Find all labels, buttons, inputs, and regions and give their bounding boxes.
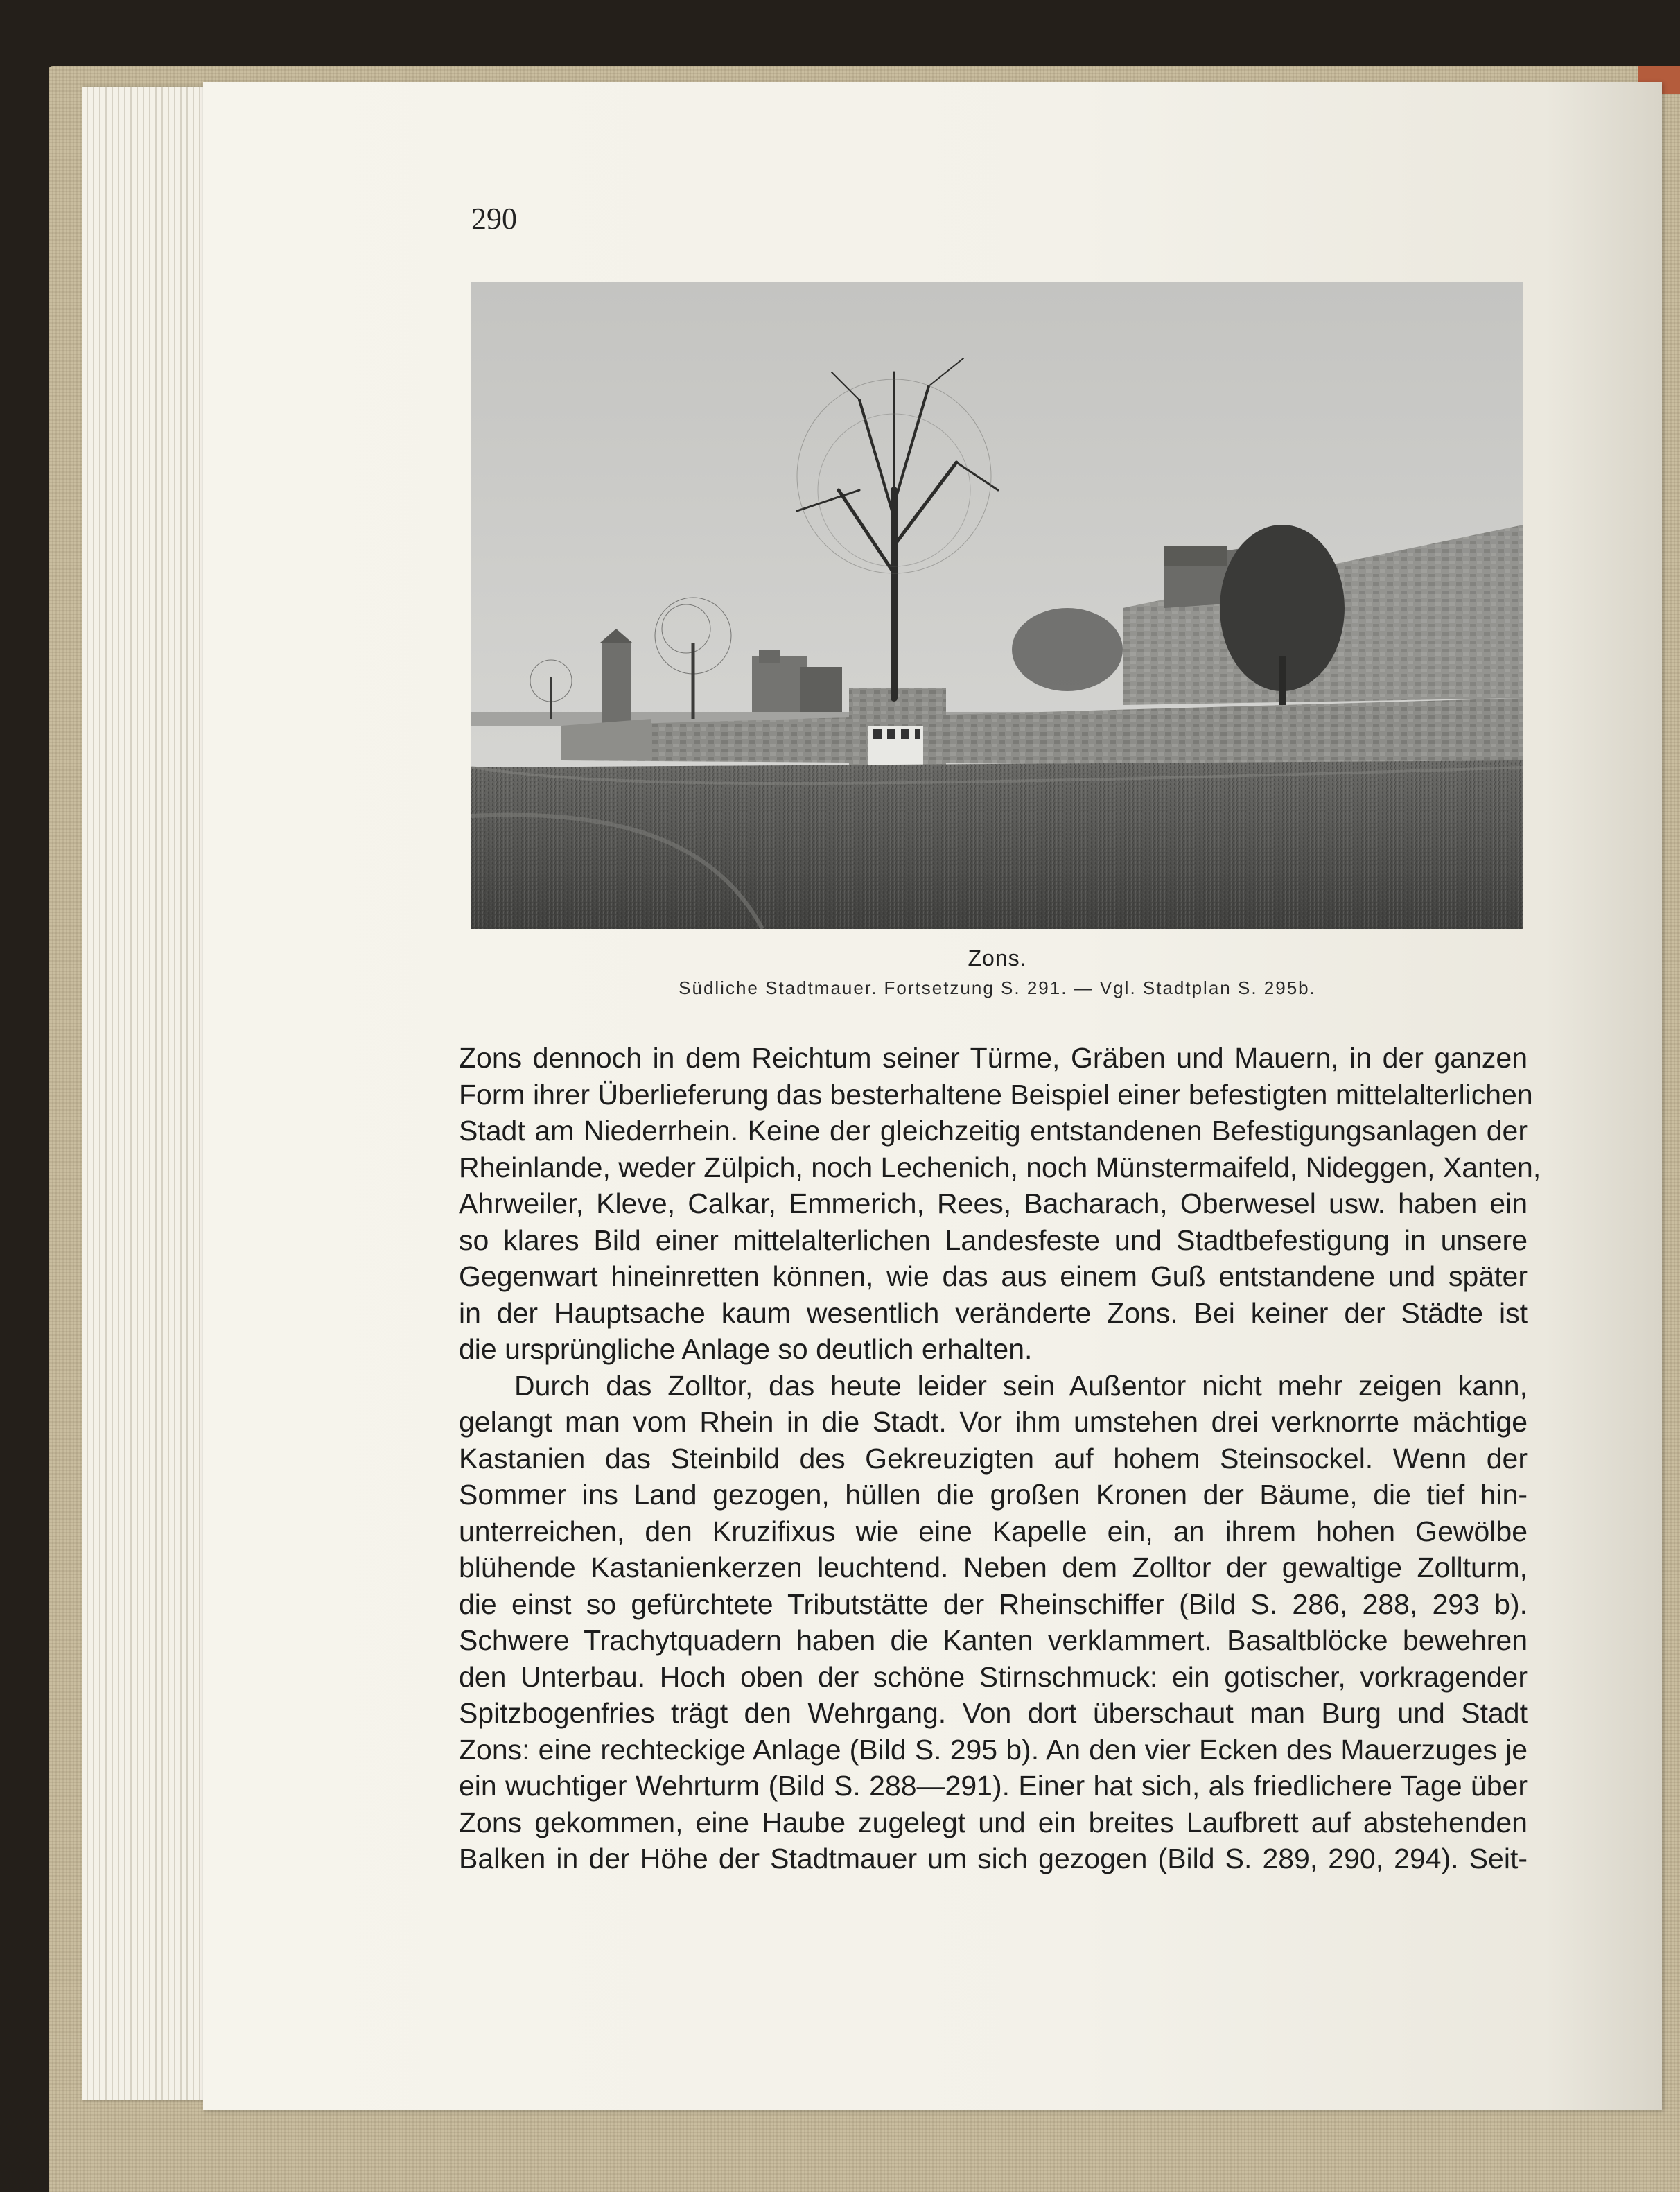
text-line: Balken in der Höhe der Stadtmauer um sich gezogen (Bild S. 289, 290, 294). Seit-: [459, 1843, 1528, 1874]
text-line: Zons dennoch in dem Reichtum seiner Türme, Gräben und Mauern, in der ganzen: [459, 1042, 1528, 1074]
text-line: Rheinlande, weder Zülpich, noch Lechenich, noch Münstermaifeld, Nideggen, Xanten,: [459, 1151, 1541, 1183]
body-text: [459, 1040, 1541, 1877]
text-line: Sommer ins Land gezogen, hüllen die großen Kronen der Bäume, die tief hin-: [459, 1479, 1528, 1511]
photo-zons-city-wall: [471, 282, 1523, 929]
text-line: Ahrweiler, Kleve, Calkar, Emmerich, Rees, Bacharach, Oberwesel usw. haben ein: [459, 1188, 1528, 1219]
text-line: den Unterbau. Hoch oben der schöne Stirnschmuck: ein gotischer, vorkragender: [459, 1660, 1528, 1693]
caption-title: Zons.: [968, 946, 1027, 971]
trees-middle: [1012, 608, 1123, 691]
left-tower: [600, 629, 632, 724]
text-line: ein wuchtiger Wehrturm (Bild S. 288—291). Einer hat sich, als friedlichere Tage über: [459, 1770, 1528, 1802]
text-line: gelangt man vom Rhein in die Stadt. Vor ihm umstehen drei verknorrte mächtige: [459, 1406, 1528, 1438]
text-line: die einst so gefürchtete Tributstätte der Rheinschiffer (Bild S. 286, 288, 293 b).: [459, 1588, 1528, 1620]
text-line: unterreichen, den Kruzifixus wie eine Kapelle ein, an ihrem hohen Gewölbe: [459, 1515, 1528, 1547]
text-line: Zons: eine rechteckige Anlage (Bild S. 295 b). An den vier Ecken des Mauerzuges je: [459, 1733, 1528, 1766]
text-line: Form ihrer Überlieferung das besterhaltene Beispiel einer befestigten mittelalterlichen: [459, 1078, 1533, 1111]
text-line: Durch das Zolltor, das heute leider sein Außentor nicht mehr zeigen kann,: [514, 1369, 1528, 1402]
text-line: Schwere Trachytquadern haben die Kanten verklammert. Basaltblöcke bewehren: [459, 1624, 1528, 1656]
caption-subtitle: Südliche Stadtmauer. Fortsetzung S. 291. — Vgl. Stadtplan S. 295b.: [679, 977, 1316, 998]
text-line: Zons gekommen, eine Haube zugelegt und ein breites Laufbrett auf abstehenden: [459, 1806, 1528, 1838]
text-line: Gegenwart hineinretten können, wie das aus einem Guß entstandene und später: [459, 1260, 1528, 1292]
page-number: 290: [471, 202, 517, 236]
text-line: Spitzbogenfries trägt den Wehrgang. Von dort überschaut man Burg und Stadt: [459, 1697, 1528, 1729]
text-line: die ursprüngliche Anlage so deutlich erhalten.: [459, 1333, 1033, 1365]
text-line: so klares Bild einer mittelalterlichen Landesfeste und Stadtbefestigung in unsere: [459, 1224, 1528, 1256]
text-line: Kastanien das Steinbild des Gekreuzigten auf hohem Steinsockel. Wenn der: [459, 1442, 1528, 1475]
text-line: blühende Kastanienkerzen leuchtend. Neben dem Zolltor der gewaltige Zollturm,: [459, 1551, 1528, 1583]
page-edges: [82, 87, 203, 2100]
text-line: in der Hauptsache kaum wesentlich veränderte Zons. Bei keiner der Städte ist: [459, 1296, 1528, 1329]
text-line: Stadt am Niederrhein. Keine der gleichzeitig entstandenen Befestigungsanlagen der: [459, 1115, 1528, 1147]
